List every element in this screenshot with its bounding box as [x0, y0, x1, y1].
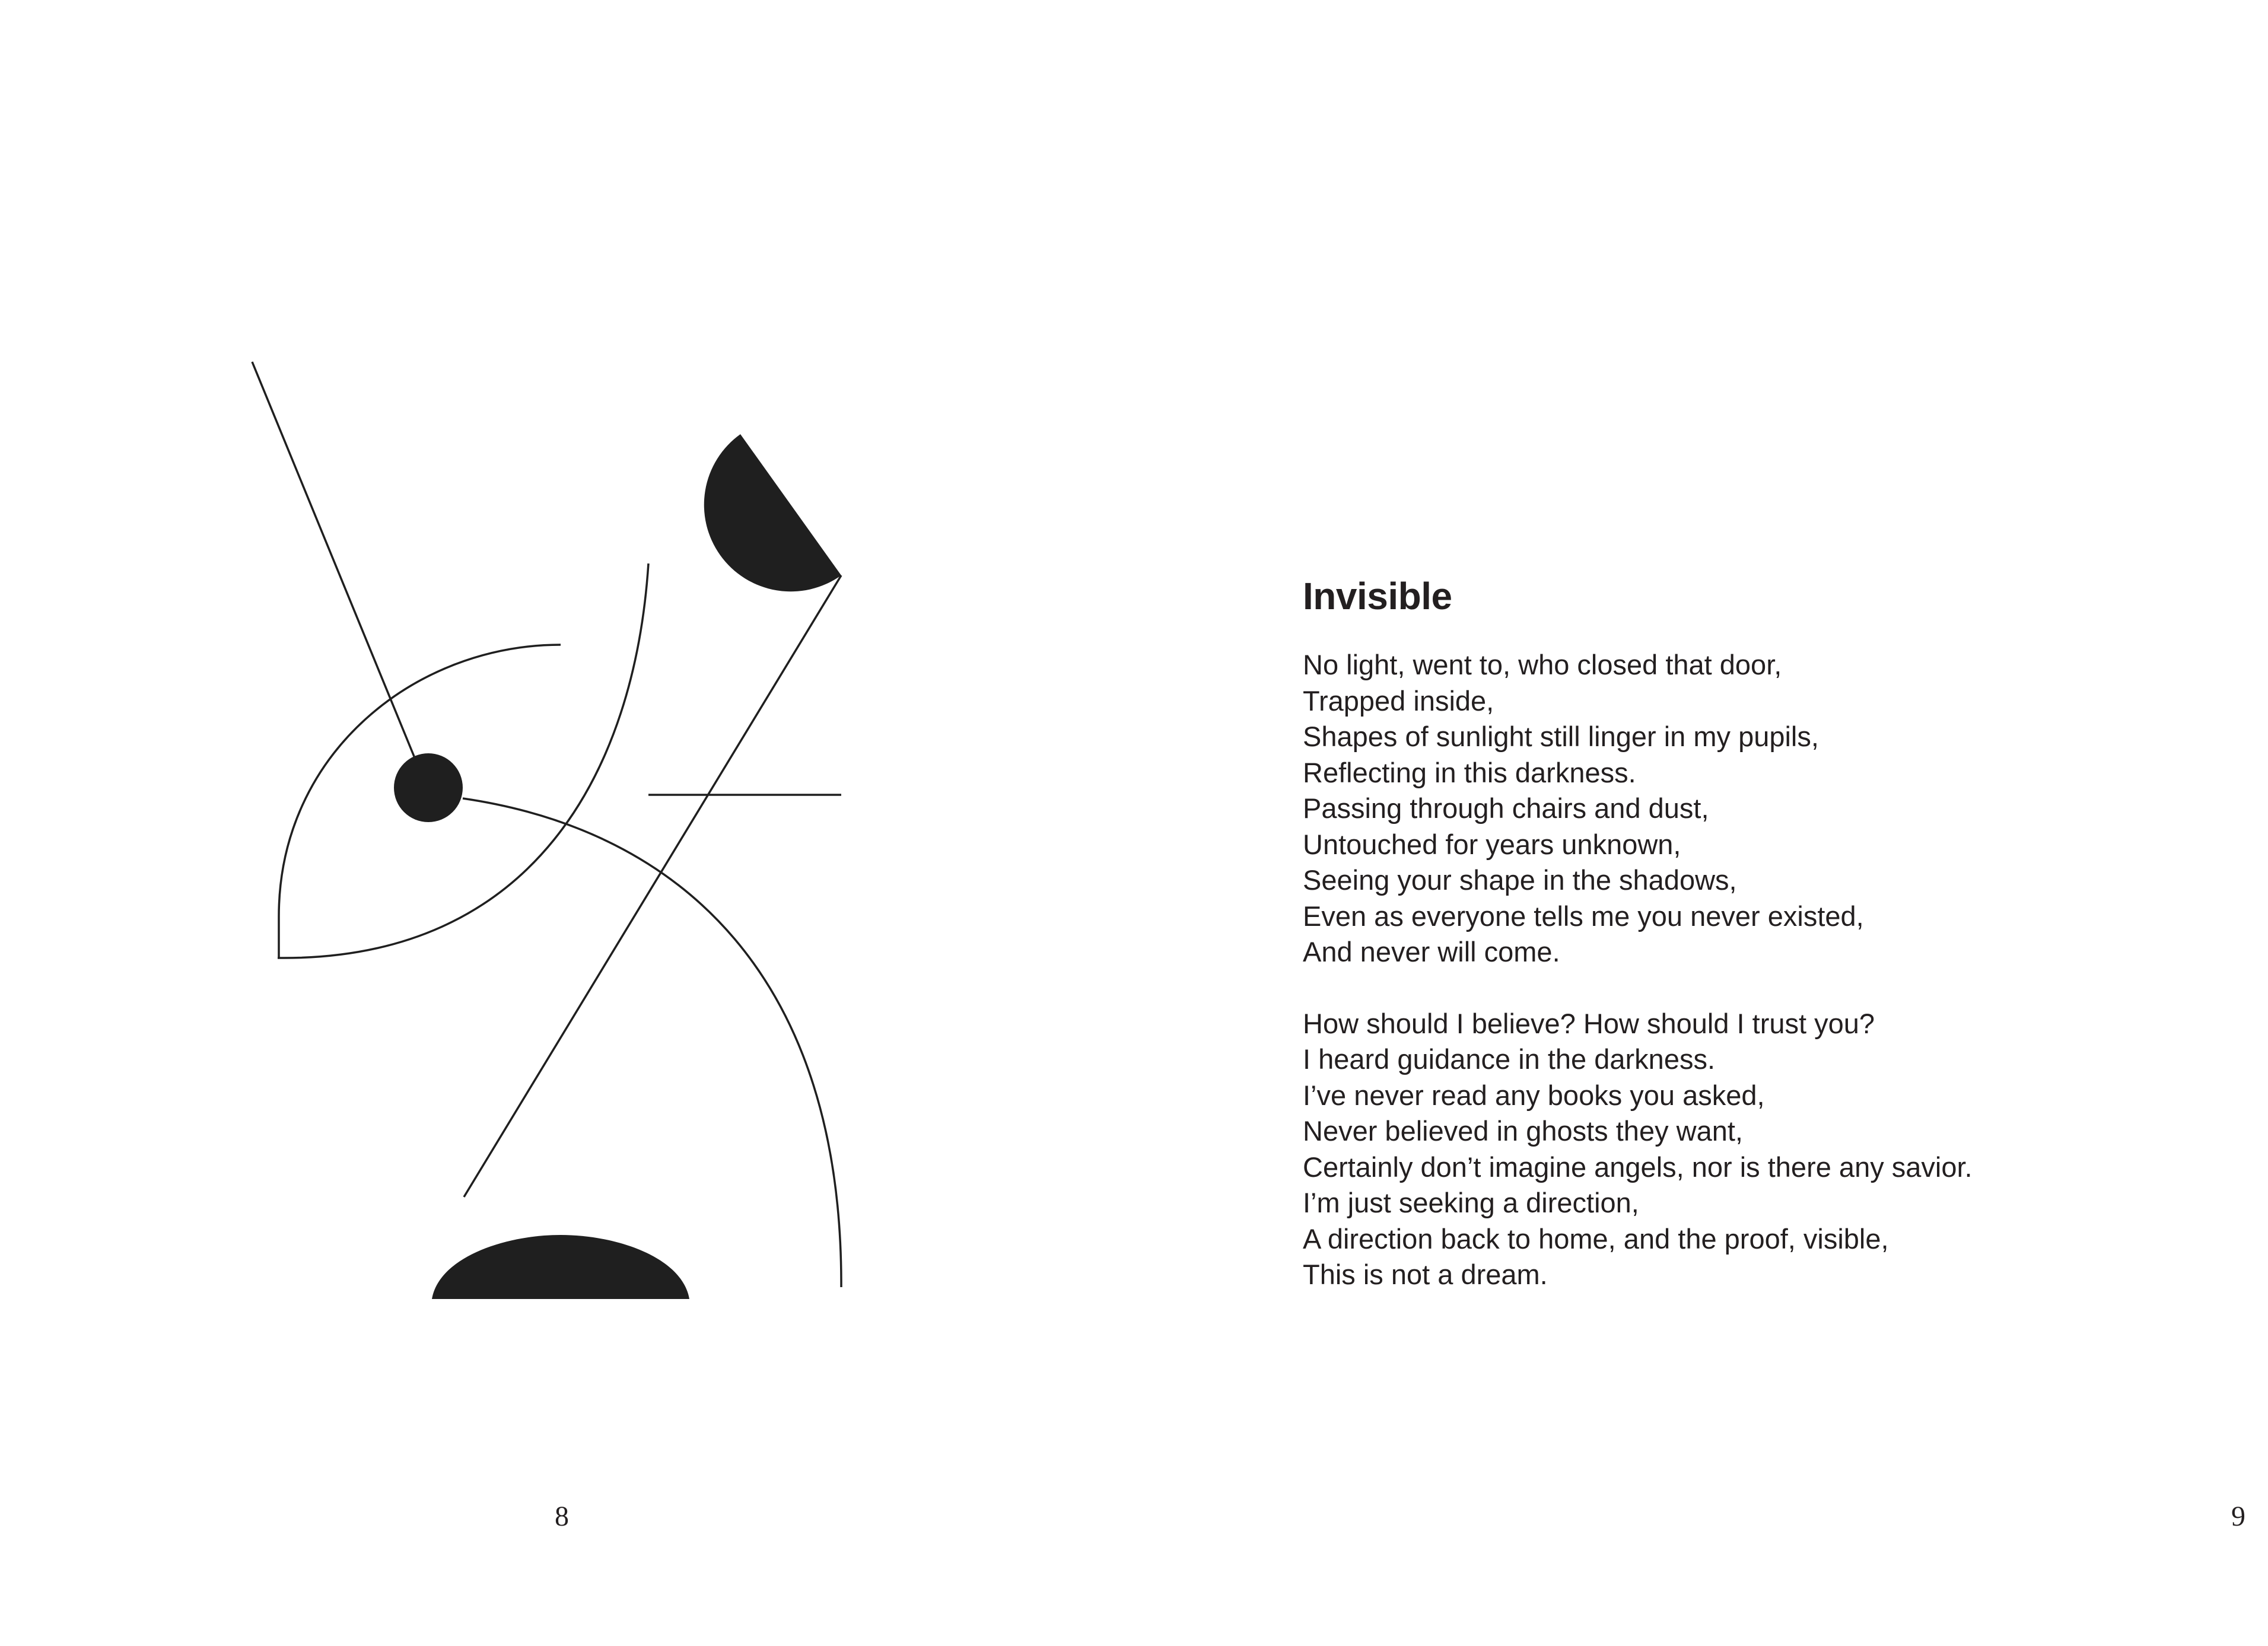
half-disc	[704, 434, 841, 591]
half-ellipse	[432, 1235, 689, 1299]
poem-line: Certainly don’t imagine angels, nor is there any savior.	[1303, 1151, 1973, 1183]
poem-line: Seeing your shape in the shadows,	[1303, 864, 1737, 896]
filled-circle	[394, 753, 463, 822]
poem-line: Shapes of sunlight still linger in my pupils,	[1303, 721, 1819, 752]
right-page	[1090, 0, 2245, 1646]
stanza-1	[1303, 647, 2133, 970]
sweeping-arc	[463, 798, 841, 1287]
poem-line: I’ve never read any books you asked,	[1303, 1079, 1765, 1111]
poem-title: Invisible	[1303, 575, 1452, 617]
diagonal-line	[252, 362, 416, 762]
poem-line: This is not a dream.	[1303, 1259, 1548, 1290]
poem-line: I heard guidance in the darkness.	[1303, 1043, 1716, 1075]
page-number-right: 9	[2231, 1501, 2245, 1532]
poem-line: Reflecting in this darkness.	[1303, 756, 1636, 788]
poem-line: And never will come.	[1303, 936, 1560, 967]
poem-line: Trapped inside,	[1303, 684, 1494, 717]
poem-line: I’m just seeking a direction,	[1303, 1187, 1639, 1218]
left-page	[0, 0, 1090, 1646]
stanza-2	[1303, 1006, 2133, 1293]
poem-line: A direction back to home, and the proof, visible,	[1303, 1222, 1889, 1255]
poem-line: Even as everyone tells me you never existed,	[1303, 900, 1864, 932]
poem-line: Passing through chairs and dust,	[1303, 792, 1709, 824]
abstract-illustration	[0, 0, 1090, 1646]
poem-line: Never believed in ghosts they want,	[1303, 1115, 1743, 1147]
poem-line: How should I believe? How should I trust you?	[1303, 1007, 1875, 1039]
page-number-left: 8	[555, 1501, 569, 1532]
poem-line: Untouched for years unknown,	[1303, 828, 1681, 860]
poem	[1303, 572, 2133, 1329]
poem-line: No light, went to, who closed that door,	[1303, 649, 1782, 680]
long-diagonal-line	[464, 575, 841, 1197]
leaf-lower-arc	[278, 563, 648, 958]
